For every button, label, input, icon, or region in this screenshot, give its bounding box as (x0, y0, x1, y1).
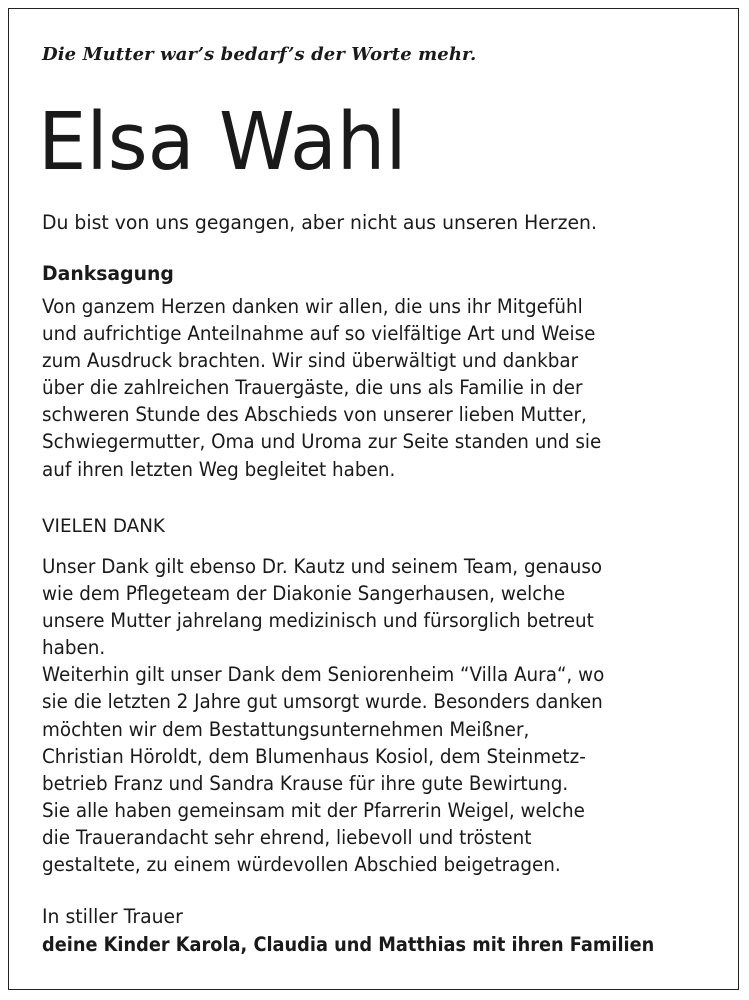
vielen-dank-heading: VIELEN DANK (42, 515, 165, 537)
text-line: betrieb Franz und Sandra Krause für ihre gute Bewirtung. (42, 771, 569, 795)
bereaved-family: deine Kinder Karola, Claudia und Matthias mit ihren Familien (42, 933, 655, 956)
text-line: gestaltete, zu einem würdevollen Abschied beigetragen. (42, 853, 561, 877)
text-line: sie die letzten 2 Jahre gut umsorgt wurde. Besonders danken (42, 690, 603, 714)
text-line: Von ganzem Herzen danken wir allen, die uns ihr Mitgefühl (42, 295, 583, 318)
vielen-dank-paragraph (42, 553, 640, 878)
text-line: die Trauerandacht sehr ehrend, liebevoll und tröstent (42, 825, 532, 849)
text-line: möchten wir dem Bestattungsunternehmen Meißner, (42, 717, 530, 741)
text-line: Sie alle haben gemeinsam mit der Pfarrerin Weigel, welche (42, 798, 585, 822)
tagline: Du bist von uns gegangen, aber nicht aus unseren Herzen. (42, 211, 597, 234)
text-line: Schwiegermutter, Oma und Uroma zur Seite standen und sie (42, 430, 602, 454)
text-line: und aufrichtige Anteilnahme auf so vielfältige Art und Weise (42, 322, 596, 346)
danksagung-heading: Danksagung (42, 262, 174, 285)
motto: Die Mutter war’s bedarf’s der Worte mehr. (42, 44, 477, 65)
text-line: unsere Mutter jahrelang medizinisch und fürsorglich betreut (42, 609, 594, 633)
text-line: zum Ausdruck brachten. Wir sind überwältigt und dankbar (42, 349, 579, 373)
text-line: schweren Stunde des Abschieds von unserer lieben Mutter, (42, 403, 587, 427)
text-line: auf ihren letzten Weg begleitet haben. (42, 457, 396, 481)
text-line: über die zahlreichen Trauergäste, die uns als Familie in der (42, 376, 583, 400)
signoff: In stiller Trauer (42, 905, 183, 928)
text-line: wie dem Pflegeteam der Diakonie Sangerhausen, welche (42, 582, 566, 606)
danksagung-paragraph (42, 293, 637, 483)
text-line: Unser Dank gilt ebenso Dr. Kautz und seinem Team, genauso (42, 555, 603, 578)
text-line: Christian Höroldt, dem Blumenhaus Kosiol, dem Steinmetz- (42, 744, 586, 768)
text-line: Weiterhin gilt unser Dank dem Seniorenheim “Villa Aura“, wo (42, 663, 605, 687)
text-line: haben. (42, 636, 106, 660)
deceased-name: Elsa Wahl (38, 96, 407, 188)
